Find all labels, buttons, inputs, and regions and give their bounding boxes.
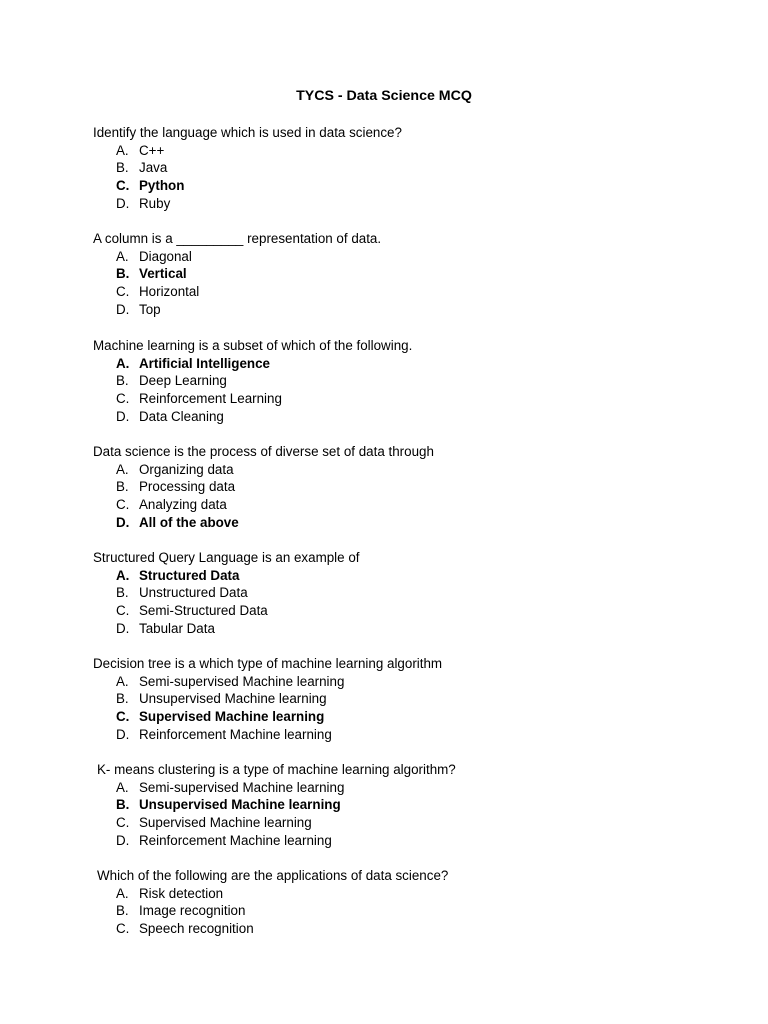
question-text: Identify the language which is used in data science? — [93, 125, 402, 140]
option-text: Structured Data — [139, 567, 240, 583]
question-block — [93, 761, 733, 849]
option — [93, 301, 733, 319]
option-letter: A. — [116, 779, 129, 795]
answer-option — [93, 796, 733, 814]
option-text: Artificial Intelligence — [139, 355, 270, 371]
option-text: Semi-supervised Machine learning — [139, 779, 345, 795]
option — [93, 902, 733, 920]
option — [93, 248, 733, 266]
option-text: Analyzing data — [139, 497, 227, 513]
option-letter: B. — [116, 266, 130, 282]
question-text: K- means clustering is a type of machine learning algorithm? — [97, 762, 456, 777]
option-letter: C. — [116, 391, 130, 407]
option-text: Semi-supervised Machine learning — [139, 673, 345, 689]
option-letter: C. — [116, 921, 130, 937]
option-letter: A. — [116, 248, 129, 264]
question-text: Data science is the process of diverse set of data through — [93, 444, 434, 459]
question-text: Structured Query Language is an example of — [93, 550, 360, 565]
question-block — [93, 337, 733, 425]
option — [93, 814, 733, 832]
option-letter: D. — [116, 301, 130, 317]
option-letter: D. — [116, 620, 130, 636]
option-letter: D. — [116, 195, 130, 211]
option-text: Unstructured Data — [139, 585, 248, 601]
option-text: Tabular Data — [139, 620, 215, 636]
option-letter: C. — [116, 815, 130, 831]
option-letter: A. — [116, 461, 129, 477]
option-letter: C. — [116, 603, 130, 619]
option-letter: A. — [116, 355, 130, 371]
option-text: Speech recognition — [139, 921, 254, 937]
option-letter: B. — [116, 903, 129, 919]
option — [93, 690, 733, 708]
option — [93, 159, 733, 177]
option — [93, 602, 733, 620]
option-letter: B. — [116, 797, 130, 813]
option-text: Image recognition — [139, 903, 246, 919]
option — [93, 372, 733, 390]
option-text: Python — [139, 178, 185, 194]
option-letter: B. — [116, 585, 129, 601]
option-letter: C. — [116, 709, 130, 725]
option-text: Unsupervised Machine learning — [139, 691, 327, 707]
question-block — [93, 549, 733, 637]
option — [93, 920, 733, 938]
option-letter: B. — [116, 160, 129, 176]
question-text: Machine learning is a subset of which of the following. — [93, 338, 413, 353]
option — [93, 461, 733, 479]
answer-option — [93, 265, 733, 283]
option-letter: A. — [116, 673, 129, 689]
option-text: Top — [139, 301, 161, 317]
question-block — [93, 230, 733, 318]
option-letter: C. — [116, 284, 130, 300]
option — [93, 390, 733, 408]
option — [93, 584, 733, 602]
option-text: Supervised Machine learning — [139, 709, 325, 725]
answer-option — [93, 355, 733, 373]
option-text: Semi-Structured Data — [139, 603, 268, 619]
option-letter: B. — [116, 691, 129, 707]
option-text: All of the above — [139, 514, 239, 530]
option-text: Unsupervised Machine learning — [139, 797, 341, 813]
option — [93, 408, 733, 426]
question-text: Which of the following are the applications of data science? — [97, 868, 449, 883]
option-letter: A. — [116, 142, 129, 158]
option-letter: A. — [116, 567, 130, 583]
option-text: Reinforcement Machine learning — [139, 726, 332, 742]
option-text: Organizing data — [139, 461, 234, 477]
option-text: Diagonal — [139, 248, 192, 264]
option-text: Risk detection — [139, 885, 224, 901]
answer-option — [93, 514, 733, 532]
option-text: Deep Learning — [139, 373, 227, 389]
answer-option — [93, 567, 733, 585]
option — [93, 478, 733, 496]
option-text: Processing data — [139, 479, 236, 495]
option-text: Supervised Machine learning — [139, 815, 312, 831]
option-text: Horizontal — [139, 284, 200, 300]
option — [93, 142, 733, 160]
question-block — [93, 655, 733, 743]
document-title: TYCS - Data Science MCQ — [296, 88, 472, 104]
option-letter: C. — [116, 178, 130, 194]
option-letter: D. — [116, 408, 130, 424]
option — [93, 726, 733, 744]
option-text: Ruby — [139, 195, 171, 211]
option-letter: D. — [116, 726, 130, 742]
question-text: Decision tree is a which type of machine learning algorithm — [93, 656, 443, 671]
option — [93, 673, 733, 691]
option — [93, 195, 733, 213]
option — [93, 885, 733, 903]
option-letter: D. — [116, 832, 130, 848]
option-text: Reinforcement Learning — [139, 391, 282, 407]
option-text: Reinforcement Machine learning — [139, 832, 332, 848]
option-letter: B. — [116, 479, 129, 495]
answer-option — [93, 177, 733, 195]
option-text: Vertical — [139, 266, 187, 282]
option — [93, 779, 733, 797]
answer-option — [93, 708, 733, 726]
option — [93, 496, 733, 514]
option-letter: A. — [116, 885, 129, 901]
option-letter: C. — [116, 497, 130, 513]
question-block — [93, 443, 733, 531]
option-letter: D. — [116, 514, 130, 530]
option — [93, 832, 733, 850]
option-text: Java — [139, 160, 168, 176]
question-text: A column is a _________ representation of data. — [93, 231, 382, 246]
option — [93, 620, 733, 638]
option — [93, 283, 733, 301]
question-block — [93, 867, 733, 938]
question-block — [93, 124, 733, 212]
option-letter: B. — [116, 373, 129, 389]
option-text: Data Cleaning — [139, 408, 224, 424]
option-text: C++ — [139, 142, 165, 158]
